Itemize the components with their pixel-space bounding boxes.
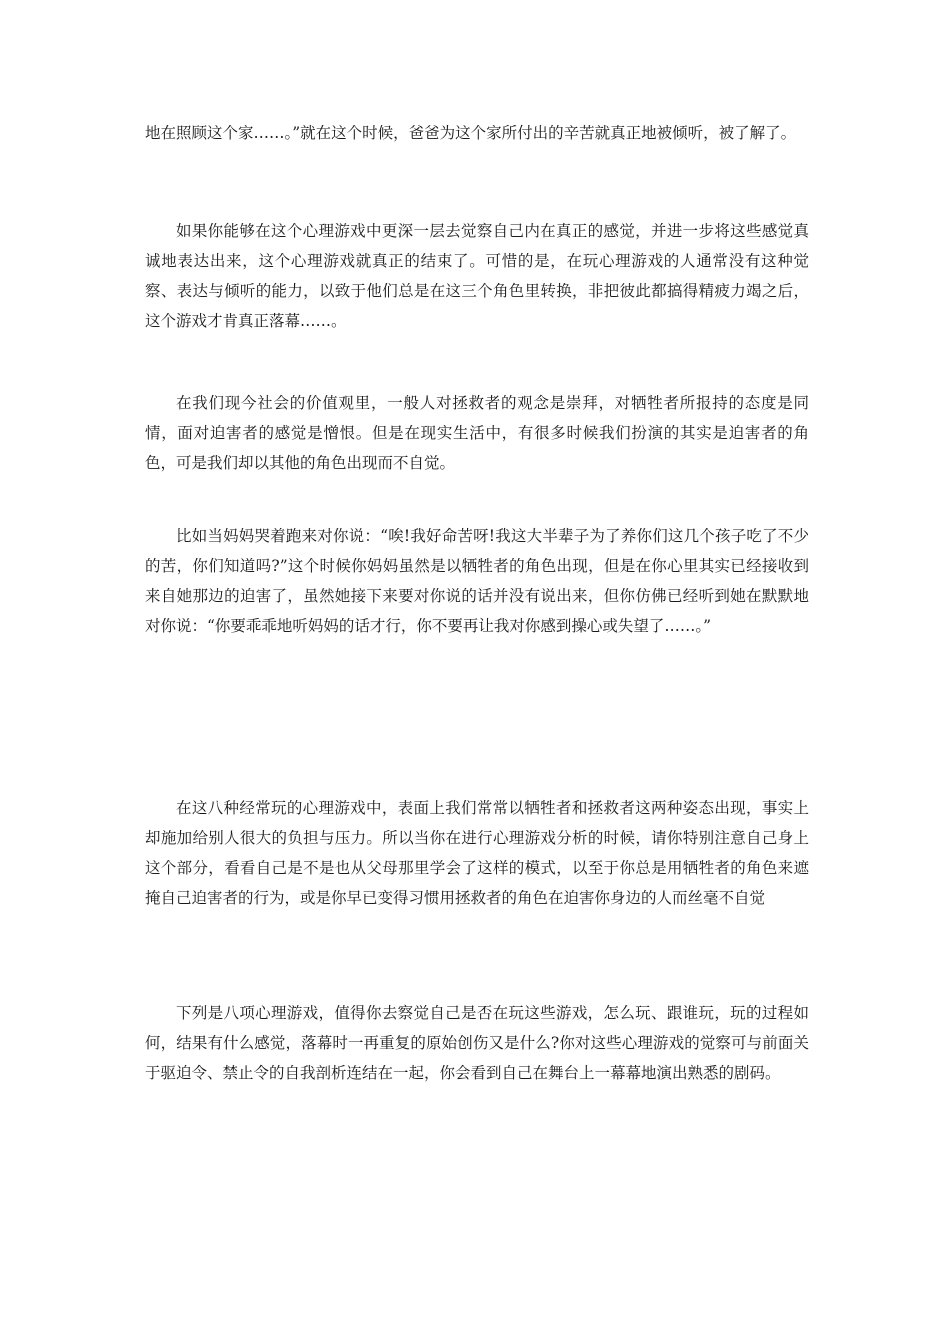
paragraph-2: 如果你能够在这个心理游戏中更深一层去觉察自己内在真正的感觉，并进一步将这些感觉真诚地表达出来，这个心理游戏就真正的结束了。可惜的是，在玩心理游戏的人通常没有这种觉察、表达与倾听的能力，以致于他们总是在这三个角色里转换，非把彼此都搞得精疲力竭之后，这个游戏才肯真正落幕……。 [145,222,809,330]
paragraph-3: 在我们现今社会的价值观里，一般人对拯救者的观念是崇拜，对牺牲者所报持的态度是同情，面对迫害者的感觉是憎恨。但是在现实生活中，有很多时候我们扮演的其实是迫害者的角色，可是我们却以其他的角色出现而不自觉。 [145,394,809,472]
paragraph-1: 地在照顾这个家……。”就在这个时候，爸爸为这个家所付出的辛苦就真正地被倾听，被了解了。 [145,124,797,142]
paragraph-5: 在这八种经常玩的心理游戏中，表面上我们常常以牺牲者和拯救者这两种姿态出现，事实上却施加给别人很大的负担与压力。所以当你在进行心理游戏分析的时候，请你特别注意自己身上这个部分，看看自己是不是也从父母那里学会了这样的模式，以至于你总是用牺牲者的角色来遮掩自己迫害者的行为，或是你早已变得习惯用拯救者的角色在迫害你身边的人而丝毫不自觉 [145,799,809,907]
paragraph-6: 下列是八项心理游戏，值得你去察觉自己是否在玩这些游戏，怎么玩、跟谁玩，玩的过程如何，结果有什么感觉，落幕时一再重复的原始创伤又是什么?你对这些心理游戏的觉察可与前面关于驱迫令、禁止令的自我剖析连结在一起，你会看到自己在舞台上一幕幕地演出熟悉的剧码。 [145,1004,809,1082]
paragraph-4: 比如当妈妈哭着跑来对你说：“唉!我好命苦呀!我这大半辈子为了养你们这几个孩子吃了不少的苦，你们知道吗?”这个时候你妈妈虽然是以牺牲者的角色出现，但是在你心里其实已经接收到来自她那边的迫害了，虽然她接下来要对你说的话并没有说出来，但你仿佛已经听到她在默默地对你说：“你要乖乖地听妈妈的话才行，你不要再让我对你感到操心或失望了……。” [145,527,809,635]
